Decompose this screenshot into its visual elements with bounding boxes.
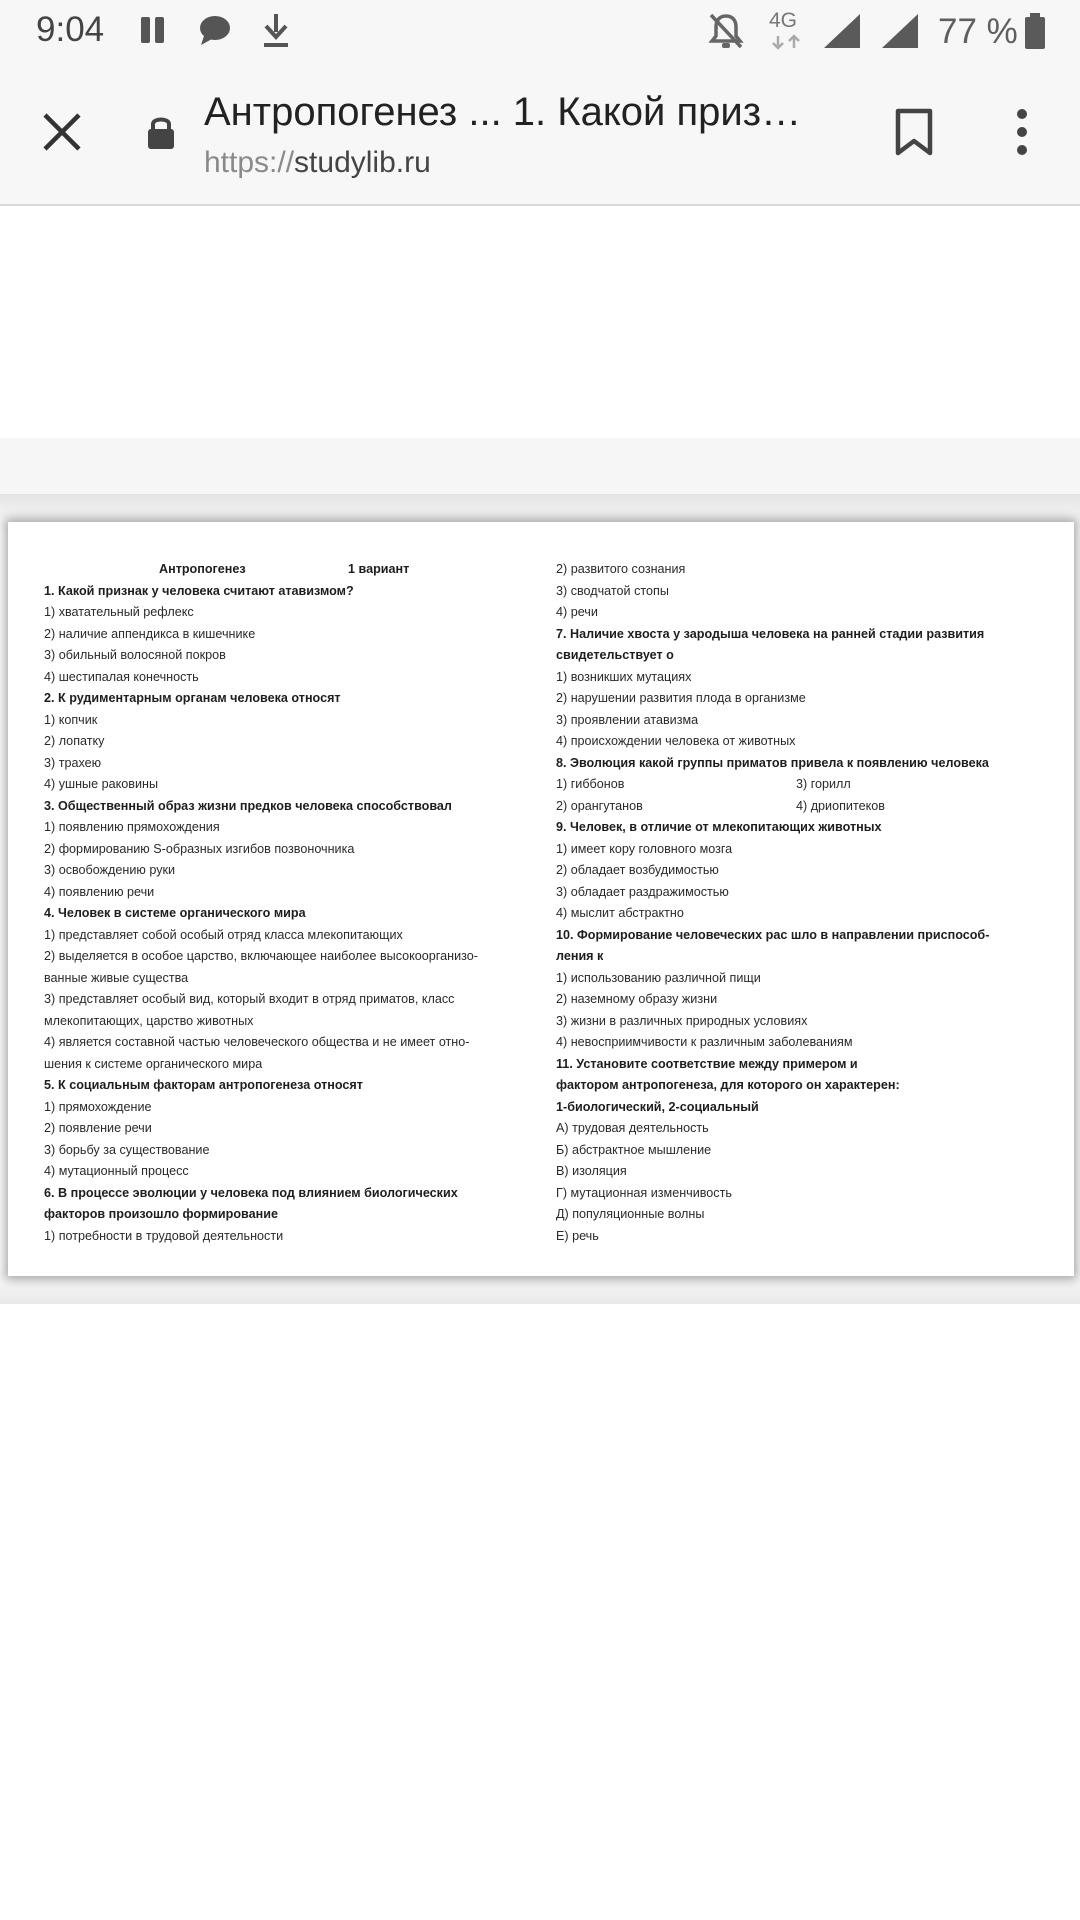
answer-option: 4) мутационный процесс xyxy=(44,1164,189,1178)
answer-option: 2) нарушении развития плода в организме xyxy=(556,691,806,705)
question-text: 8. Эволюция какой группы приматов привела к появлению человека xyxy=(556,755,989,770)
answer-option: 1) копчик xyxy=(44,712,98,727)
answer-option: 3) борьбу за существование xyxy=(44,1142,210,1157)
answer-option: шения к системе органического мира xyxy=(44,1056,263,1071)
document-title: Антропогенез xyxy=(159,562,246,576)
question-text: 3. Общественный образ жизни предков человека способствовал xyxy=(44,798,452,813)
question-text: 5. К социальным факторам антропогенеза относят xyxy=(44,1078,363,1092)
answer-option: 3) горилл xyxy=(796,777,851,791)
chat-icon xyxy=(198,14,232,46)
answer-option: 3) трахею xyxy=(44,755,102,770)
answer-option: 1) имеет кору головного мозга xyxy=(556,841,733,856)
close-icon xyxy=(42,112,82,152)
question-text: 4. Человек в системе органического мира xyxy=(44,906,306,920)
answer-option: ванные живые существа xyxy=(44,970,189,985)
answer-option: Д) популяционные волны xyxy=(556,1207,705,1221)
question-text: свидетельствует о xyxy=(556,648,674,662)
answer-option: 2) лопатку xyxy=(44,734,105,748)
q8-option-row xyxy=(556,796,1056,818)
bookmark-icon xyxy=(895,108,933,156)
answer-option: 1) представляет собой особый отряд класса млекопитающих xyxy=(44,927,403,942)
answer-option: 2) наземному образу жизни xyxy=(556,992,718,1006)
close-button[interactable] xyxy=(30,100,94,164)
question-text: 1. Какой признак у человека считают атавизмом? xyxy=(44,583,354,598)
notifications-off-icon xyxy=(708,12,744,50)
custom-tab-toolbar xyxy=(0,62,1080,206)
url-host: studylib.ru xyxy=(294,146,431,179)
answer-option: 4) является составной частью человеческого общества и не имеет отно- xyxy=(44,1035,470,1049)
question-text: 11. Установите соответствие между примером и xyxy=(556,1056,858,1071)
answer-option: 4) невосприимчивости к различным заболеваниям xyxy=(556,1035,853,1049)
url-scheme: https:// xyxy=(204,146,295,179)
signal-icon xyxy=(822,12,862,50)
document-left-column xyxy=(44,559,528,1247)
status-bar xyxy=(0,0,1080,62)
answer-option: 1) хватательный рефлекс xyxy=(44,605,194,619)
answer-option: 2) выделяется в особое царство, включающее наиболее высокоорганизо- xyxy=(44,949,478,963)
question-text: фактором антропогенеза, для которого он характерен: xyxy=(556,1078,900,1092)
overflow-menu-button[interactable] xyxy=(1004,104,1040,160)
answer-option: 1) потребности в трудовой деятельности xyxy=(44,1228,284,1243)
answer-option: 4) мыслит абстрактно xyxy=(556,906,684,920)
answer-option: 2) формированию S-образных изгибов позвоночника xyxy=(44,841,355,856)
answer-option: А) трудовая деятельность xyxy=(556,1121,709,1135)
document-right-column xyxy=(556,559,1056,1247)
bookmark-button[interactable] xyxy=(886,104,942,160)
question-text: 2. К рудиментарным органам человека относят xyxy=(44,691,341,705)
answer-option: 1) использованию различной пищи xyxy=(556,970,761,985)
page-divider-band xyxy=(0,438,1080,494)
question-text: 9. Человек, в отличие от млекопитающих животных xyxy=(556,820,882,834)
battery-percent: 77 % xyxy=(938,12,1018,51)
left-question-list xyxy=(44,581,528,1248)
answer-option: млекопитающих, царство животных xyxy=(44,1013,254,1028)
question-text: 10. Формирование человеческих рас шло в направлении приспособ- xyxy=(556,927,990,942)
answer-option: 4) происхождении человека от животных xyxy=(556,734,796,748)
answer-option: Е) речь xyxy=(556,1228,599,1243)
more-vert-icon xyxy=(1016,108,1028,156)
answer-option: 1) прямохождение xyxy=(44,1099,152,1114)
page-url xyxy=(204,146,431,180)
question-text: 6. В процессе эволюции у человека под влиянием биологических xyxy=(44,1185,458,1200)
page-title: Антропогенез ... 1. Какой приз… xyxy=(204,90,802,134)
q8-options xyxy=(556,774,1056,817)
question-text: 1-биологический, 2-социальный xyxy=(556,1099,759,1114)
answer-option: 2) появление речи xyxy=(44,1121,152,1135)
answer-option: 3) проявлении атавизма xyxy=(556,712,699,727)
answer-option: 3) обладает раздражимостью xyxy=(556,884,729,899)
right-question-list-a xyxy=(556,559,1056,774)
battery-icon xyxy=(1024,12,1046,50)
answer-option: 2) наличие аппендикса в кишечнике xyxy=(44,626,256,641)
question-text: ления к xyxy=(556,949,604,963)
answer-option: 4) появлению речи xyxy=(44,884,155,899)
lock-icon xyxy=(146,114,176,150)
answer-option: 4) дриопитеков xyxy=(796,798,885,813)
data-arrows-icon xyxy=(770,34,804,50)
right-question-list-b xyxy=(556,817,1056,1247)
answer-option: 2) орангутанов xyxy=(556,798,643,813)
answer-option: 3) жизни в различных природных условиях xyxy=(556,1013,808,1028)
answer-option: 3) представляет особый вид, который входит в отряд приматов, класс xyxy=(44,992,455,1006)
answer-option: 2) обладает возбудимостью xyxy=(556,863,719,877)
pause-icon xyxy=(140,16,166,46)
q8-option-row xyxy=(556,774,1056,796)
document-variant: 1 вариант xyxy=(348,562,410,576)
question-text: 7. Наличие хвоста у зародыша человека на ранней стадии развития xyxy=(556,626,985,641)
status-time: 9:04 xyxy=(36,10,105,49)
document-heading xyxy=(44,559,528,581)
answer-option: 3) обильный волосяной покров xyxy=(44,648,226,662)
download-icon xyxy=(262,12,290,48)
answer-option: Г) мутационная изменчивость xyxy=(556,1185,732,1200)
signal-2-icon xyxy=(880,12,920,50)
question-text: факторов произошло формирование xyxy=(44,1207,278,1221)
document-page[interactable] xyxy=(8,522,1074,1276)
answer-option: 4) шестипалая конечность xyxy=(44,669,199,684)
answer-option: 4) ушные раковины xyxy=(44,777,159,791)
network-type: 4G xyxy=(769,9,798,32)
answer-option: Б) абстрактное мышление xyxy=(556,1142,712,1157)
answer-option: 2) развитого сознания xyxy=(556,562,686,576)
answer-option: 1) появлению прямохождения xyxy=(44,820,220,834)
answer-option: 1) гиббонов xyxy=(556,777,625,791)
answer-option: 3) освобождению руки xyxy=(44,863,176,877)
answer-option: В) изоляция xyxy=(556,1164,627,1178)
answer-option: 4) речи xyxy=(556,605,598,619)
answer-option: 1) возникших мутациях xyxy=(556,669,692,684)
answer-option: 3) сводчатой стопы xyxy=(556,583,669,598)
